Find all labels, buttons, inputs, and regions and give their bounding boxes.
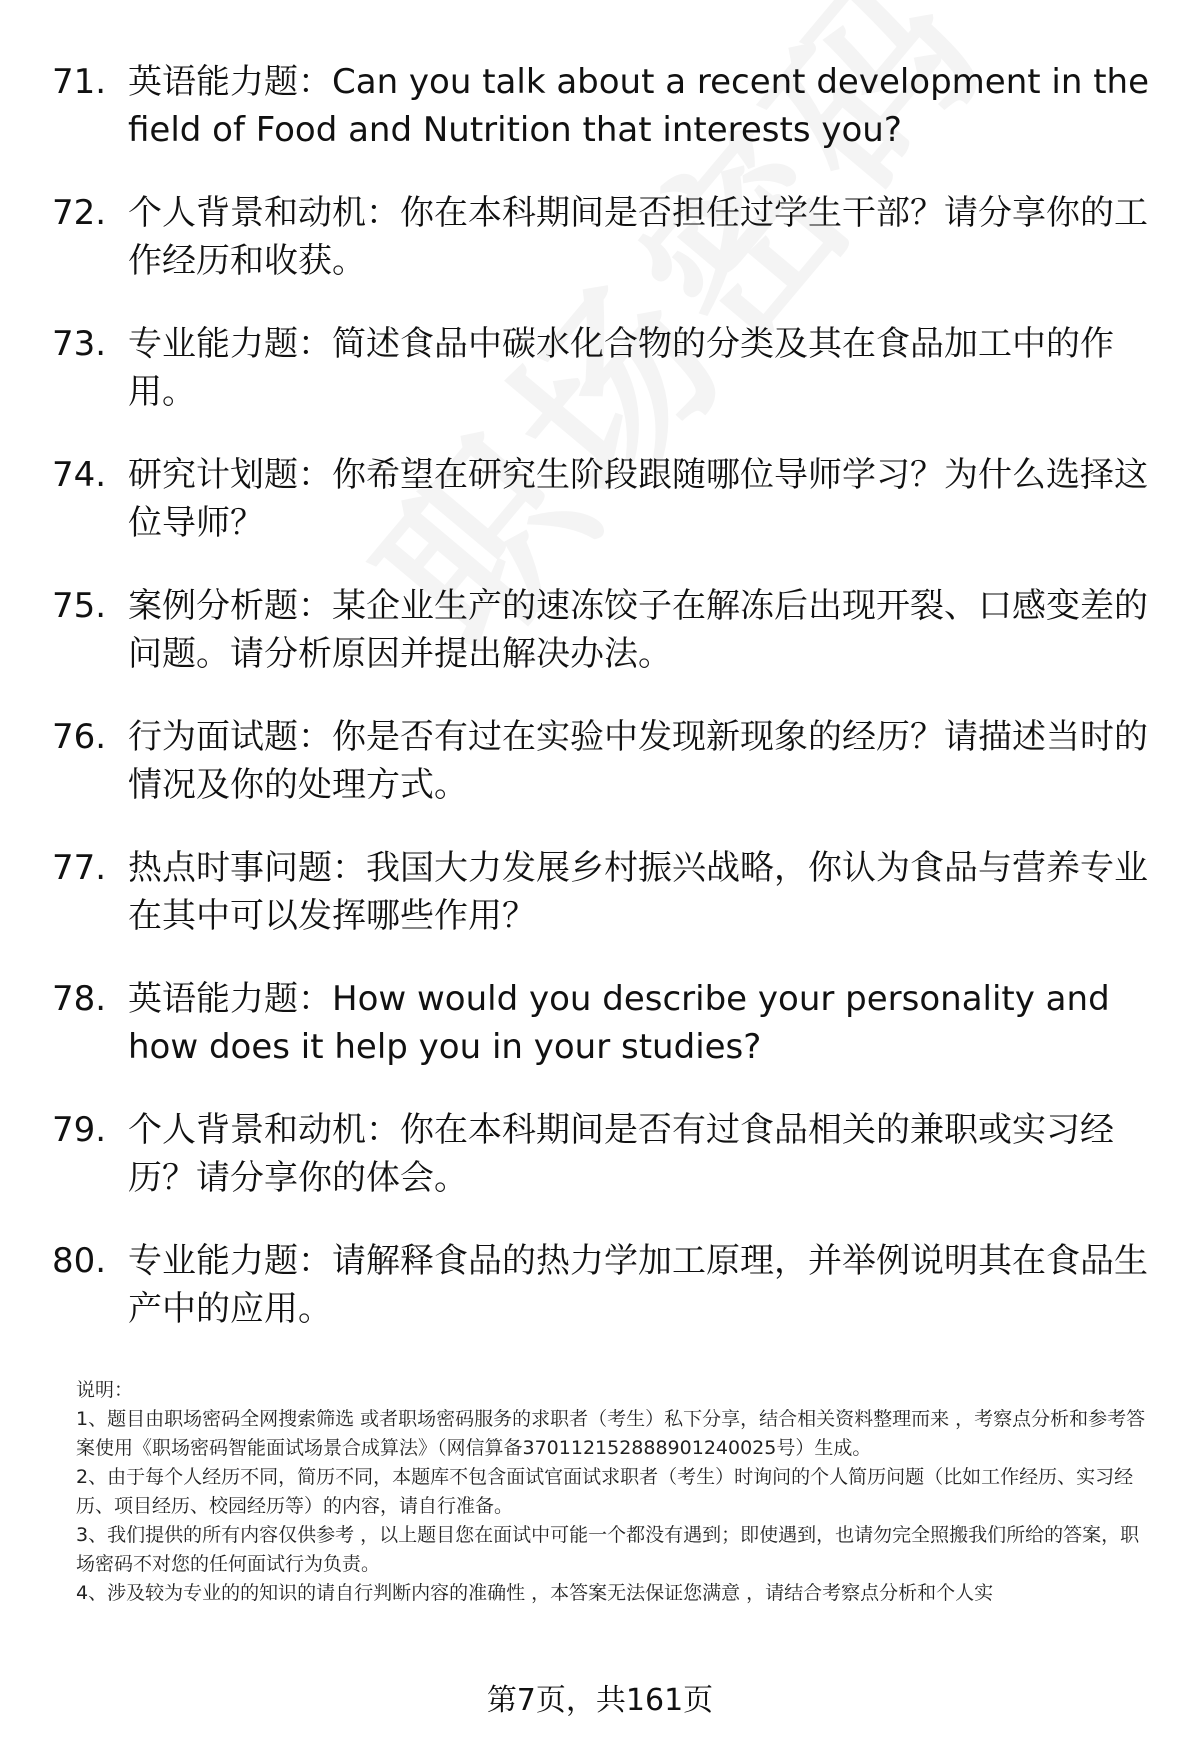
- question-item: [52, 320, 1152, 451]
- notes-section: [76, 1376, 1156, 1608]
- note-item: 2、由于每个人经历不同，简历不同，本题库不包含面试官面试求职者（考生）时询问的个人简历问题（比如工作经历、实习经历、项目经历、校园经历等）的内容，请自行准备。: [76, 1466, 1134, 1517]
- question-number: 79.: [52, 1110, 107, 1150]
- question-item: [52, 451, 1152, 582]
- question-number: 73.: [52, 324, 107, 364]
- question-number: 74.: [52, 455, 107, 495]
- question-text: 专业能力题：请解释食品的热力学加工原理，并举例说明其在食品生产中的应用。: [128, 1241, 1148, 1329]
- note-item: 4、涉及较为专业的的知识的请自行判断内容的准确性 ，本答案无法保证您满意 ，请结合考察点分析和个人实: [76, 1582, 994, 1604]
- question-text: 个人背景和动机：你在本科期间是否有过食品相关的兼职或实习经历？请分享你的体会。: [128, 1110, 1114, 1198]
- question-item: [52, 582, 1152, 713]
- question-item: [52, 844, 1152, 975]
- question-text: 专业能力题：简述食品中碳水化合物的分类及其在食品加工中的作用。: [128, 324, 1114, 412]
- question-text: 案例分析题：某企业生产的速冻饺子在解冻后出现开裂、口感变差的问题。请分析原因并提出解决办法。: [128, 586, 1148, 674]
- note-item: 3、我们提供的所有内容仅供参考 ，以上题目您在面试中可能一个都没有遇到；即使遇到，也请勿完全照搬我们所给的答案，职场密码不对您的任何面试行为负责。: [76, 1524, 1140, 1575]
- question-item: [52, 58, 1152, 189]
- question-text: 研究计划题：你希望在研究生阶段跟随哪位导师学习？为什么选择这位导师？: [128, 455, 1148, 543]
- question-text: 个人背景和动机：你在本科期间是否担任过学生干部？请分享你的工作经历和收获。: [128, 193, 1148, 281]
- question-text: 热点时事问题：我国大力发展乡村振兴战略，你认为食品与营养专业在其中可以发挥哪些作用？: [128, 848, 1148, 936]
- question-number: 77.: [52, 848, 107, 888]
- question-number: 76.: [52, 717, 107, 757]
- question-list: [52, 58, 1152, 1368]
- question-item: [52, 189, 1152, 320]
- question-number: 78.: [52, 979, 107, 1019]
- question-number: 80.: [52, 1241, 107, 1281]
- question-text: 英语能力题：Can you talk about a recent development in the field of Food and Nutrition that interests you?: [128, 62, 1150, 150]
- question-item: [52, 1237, 1152, 1368]
- question-number: 72.: [52, 193, 107, 233]
- question-item: [52, 1106, 1152, 1237]
- question-number: 71.: [52, 62, 107, 102]
- question-text: 英语能力题：How would you describe your personality and how does it help you in your studies?: [128, 979, 1110, 1067]
- question-text: 行为面试题：你是否有过在实验中发现新现象的经历？请描述当时的情况及你的处理方式。: [128, 717, 1148, 805]
- page-number-footer: 第7页，共161页: [486, 1683, 714, 1718]
- question-number: 75.: [52, 586, 107, 626]
- question-item: [52, 713, 1152, 844]
- notes-heading: 说明：: [76, 1379, 134, 1401]
- note-item: 1、题目由职场密码全网搜索筛选 或者职场密码服务的求职者（考生）私下分享，结合相关资料整理而来 ，考察点分析和参考答案使用《职场密码智能面试场景合成算法》（网信算备370112152888901240025号）生成。: [76, 1408, 1146, 1459]
- question-item: [52, 975, 1152, 1106]
